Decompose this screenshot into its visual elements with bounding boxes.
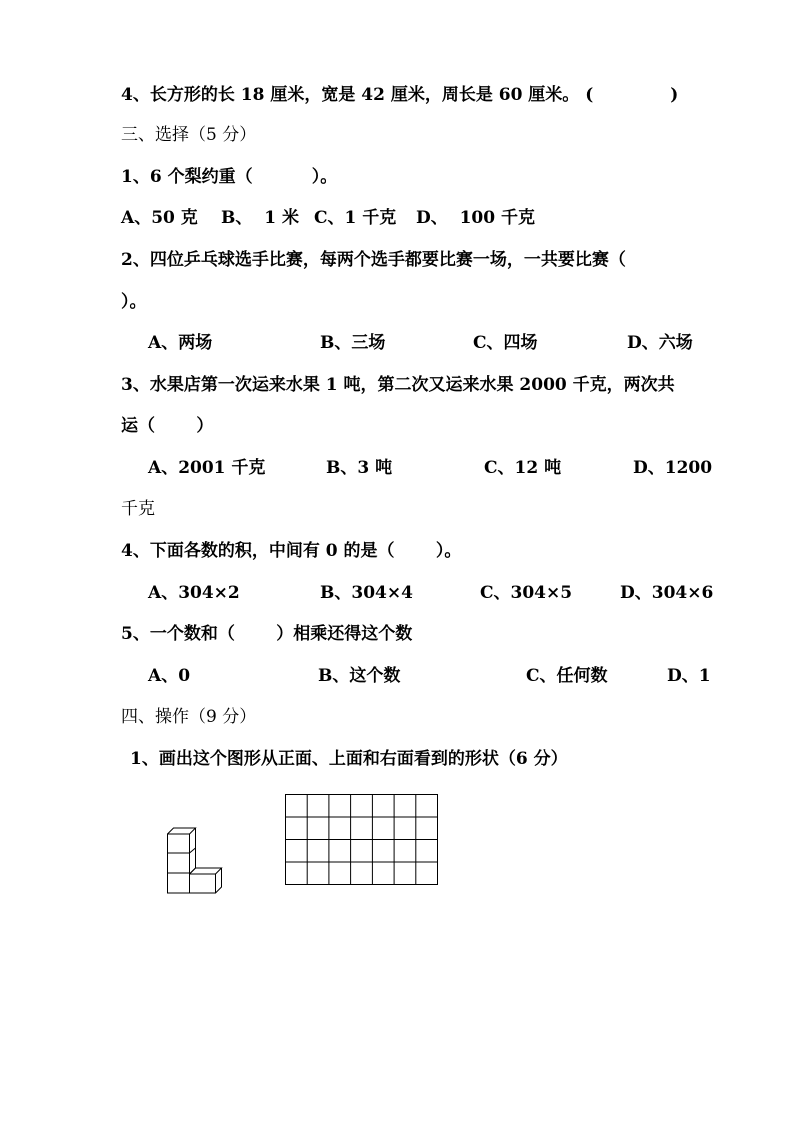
option-b: B、3 吨 — [326, 458, 393, 478]
choice-question-1: 1、6 个梨约重（ ）。 — [121, 167, 338, 187]
option-b: B、这个数 — [318, 666, 401, 686]
option-a: A、2001 千克 — [148, 458, 266, 478]
option-c: C、任何数 — [526, 666, 608, 686]
stacked-cubes-icon — [166, 827, 226, 897]
choice-question-4: 4、下面各数的积，中间有 0 的是（ ）。 — [121, 541, 462, 561]
section-3-title: 三、选择（5 分） — [121, 125, 257, 145]
choice-question-5: 5、一个数和（ ）相乘还得这个数 — [121, 624, 413, 644]
option-b: B、304×4 — [320, 583, 413, 603]
choice-question-2-line2: ）。 — [121, 292, 147, 312]
option-a: A、304×2 — [148, 583, 240, 603]
option-a: A、50 克 — [121, 208, 198, 228]
option-d: D、304×6 — [620, 583, 714, 603]
option-c: C、1 千克 — [314, 208, 397, 228]
option-c: C、四场 — [473, 333, 538, 353]
choice-question-3-line2: 运（ ） — [121, 416, 214, 436]
section-4-title: 四、操作（9 分） — [121, 707, 257, 727]
answer-grid — [284, 793, 440, 887]
choice-question-2-line1: 2、四位乒乓球选手比赛，每两个选手都要比赛一场，一共要比赛（ — [121, 250, 626, 270]
option-c: C、12 吨 — [484, 458, 562, 478]
option-d: D、 100 千克 — [416, 208, 535, 228]
option-d: D、六场 — [627, 333, 693, 353]
option-a: A、两场 — [148, 333, 213, 353]
choice-question-3-line1: 3、水果店第一次运来水果 1 吨，第二次又运来水果 2000 千克，两次共 — [121, 375, 675, 395]
choice-question-3-option-d-wrap: 千克 — [121, 499, 155, 519]
operation-question-1: 1、画出这个图形从正面、上面和右面看到的形状（6 分） — [130, 749, 568, 769]
judge-question-4: 4、长方形的长 18 厘米，宽是 42 厘米，周长是 60 厘米。 ( ) — [121, 85, 679, 105]
option-a: A、0 — [148, 666, 191, 686]
option-d: D、1200 — [633, 458, 713, 478]
option-b: B、三场 — [320, 333, 386, 353]
option-b: B、 1 米 — [221, 208, 299, 228]
option-c: C、304×5 — [480, 583, 573, 603]
option-d: D、1 — [667, 666, 711, 686]
